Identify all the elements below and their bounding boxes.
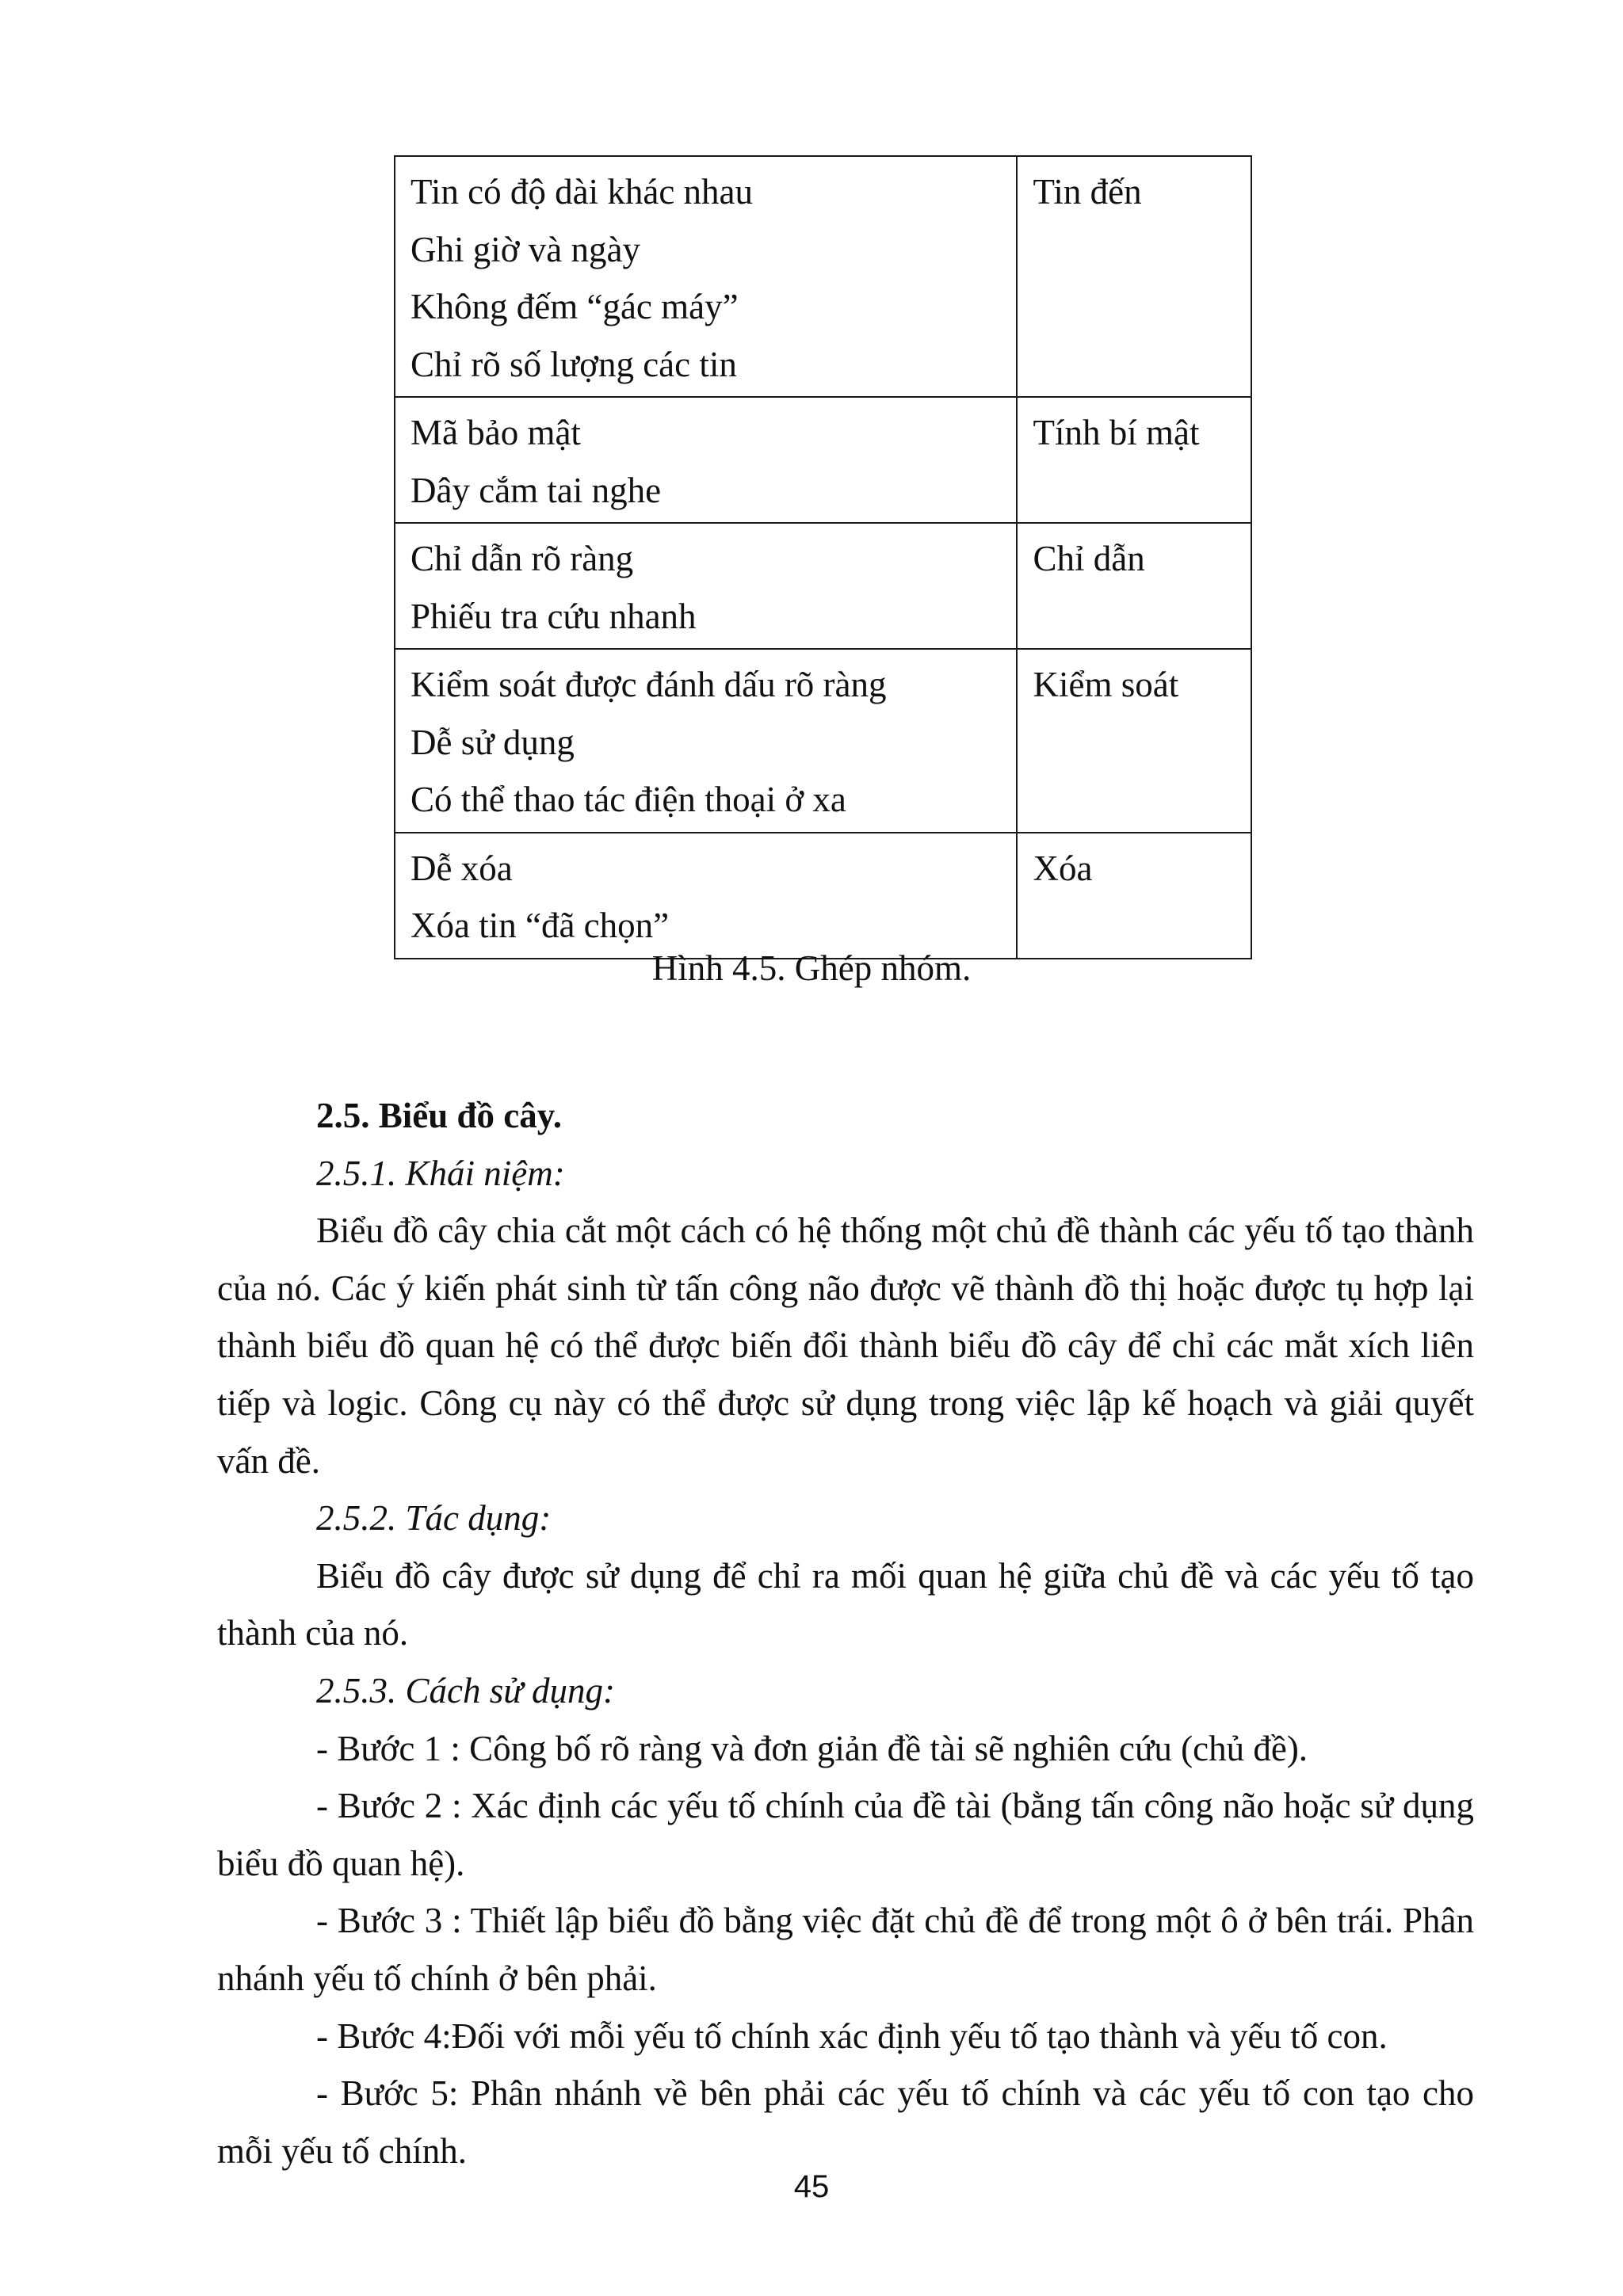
step-4-paragraph: - Bước 4:Đối với mỗi yếu tố chính xác định yếu tố tạo thành và yếu tố con. [316,2016,1388,2056]
item-text: Chỉ rõ số lượng các tin [411,344,737,384]
group-label: Tin đến [1033,172,1142,212]
table-row [395,833,1251,959]
group-cell [1017,833,1251,959]
group-label: Xóa [1033,848,1093,888]
group-label: Tính bí mật [1033,413,1200,452]
items-cell [395,833,1017,959]
item-text: Phiếu tra cứu nhanh [411,596,697,636]
concept-paragraph: Biểu đồ cây chia cắt một cách có hệ thống một chủ đề thành các yếu tố tạo thành của nó. Các ý kiến phát sinh từ tấn công não được vẽ thành đồ thị hoặc được tụ hợp lại thành biểu đồ quan hệ có thể được biến đổi thành biểu đồ cây để chỉ các mắt xích liên tiếp và logic. Công cụ này có thể được sử dụng trong việc lập kế hoạch và giải quyết vấn đề. [217,1211,1474,1481]
page-number: 45 [793,2169,830,2204]
item-text: Không đếm “gác máy” [411,287,739,326]
step-1-paragraph: - Bước 1 : Công bố rõ ràng và đơn giản đề tài sẽ nghiên cứu (chủ đề). [316,1728,1308,1768]
effect-paragraph: Biểu đồ cây được sử dụng để chỉ ra mối quan hệ giữa chủ đề và các yếu tố tạo thành của nó. [217,1555,1474,1653]
concept-subheading: 2.5.1. Khái niệm: [316,1153,565,1193]
table-row [395,523,1251,649]
item-text: Mã bảo mật [411,413,581,452]
item-text: Kiểm soát được đánh dấu rõ ràng [411,665,887,704]
group-label: Chỉ dẫn [1033,539,1145,578]
figure-caption: Hình 4.5. Ghép nhóm. [651,948,972,988]
grouping-table [394,155,1252,959]
step-3-paragraph: - Bước 3 : Thiết lập biểu đồ bằng việc đặt chủ đề để trong một ô ở bên trái. Phân nhánh yếu tố chính ở bên phải. [217,1901,1474,1998]
group-cell [1017,397,1251,523]
item-text: Tin có độ dài khác nhau [411,172,754,212]
items-cell [395,523,1017,649]
effect-subheading: 2.5.2. Tác dụng: [316,1498,552,1539]
table-row [395,649,1251,833]
step-5-paragraph: - Bước 5: Phân nhánh về bên phải các yếu tố chính và các yếu tố con tạo cho mỗi yếu tố chính. [217,2073,1474,2171]
items-cell [395,397,1017,523]
items-cell [395,156,1017,397]
usage-subheading: 2.5.3. Cách sử dụng: [316,1670,616,1711]
group-cell [1017,156,1251,397]
item-text: Có thể thao tác điện thoại ở xa [411,780,846,819]
table-row [395,156,1251,397]
item-text: Dễ xóa [411,848,513,888]
step-2-paragraph: - Bước 2 : Xác định các yếu tố chính của đề tài (bằng tấn công não hoặc sử dụng biểu đồ quan hệ). [217,1786,1474,1883]
table-row [395,397,1251,523]
item-text: Ghi giờ và ngày [411,229,640,269]
item-text: Dễ sử dụng [411,722,575,762]
section-heading: 2.5. Biểu đồ cây. [316,1096,563,1135]
items-cell [395,649,1017,833]
group-cell [1017,523,1251,649]
item-text: Xóa tin “đã chọn” [411,906,670,945]
section-body [217,1087,1474,2180]
group-cell [1017,649,1251,833]
item-text: Chỉ dẫn rõ ràng [411,539,634,578]
item-text: Dây cắm tai nghe [411,470,662,510]
group-label: Kiểm soát [1033,665,1179,704]
